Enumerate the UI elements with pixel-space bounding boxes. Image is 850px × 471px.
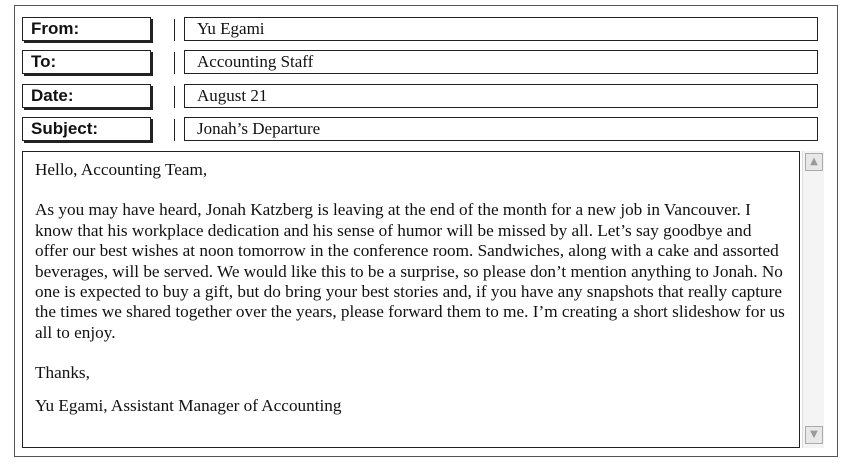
subject-field[interactable]: Jonah’s Departure bbox=[184, 117, 818, 141]
paragraph-gap bbox=[35, 343, 787, 363]
triangle-down-icon: ▼ bbox=[810, 429, 818, 440]
message-paragraph: As you may have heard, Jonah Katzberg is leaving at the end of the month for a new job in Vancouver. I know that his workplace dedication and his sense of humor will be missed by all. Let’s say goodbye and offer our best wishes at noon tomorrow in the conference room. Sandwiches, along with a cake and assorted beverages, will be served. We would like this to be a surprise, so please don’t mention anything to Jonah. No one is expected to buy a gift, but do bring your best stories and, if you have any snapshots that really capture the times we shared together over the years, please forward them to me. I’m creating a short slideshow for us all to enjoy. bbox=[35, 200, 785, 342]
message-signature: Yu Egami, Assistant Manager of Accounting bbox=[35, 395, 342, 415]
to-field[interactable]: Accounting Staff bbox=[184, 50, 818, 74]
scroll-down-button[interactable] bbox=[805, 426, 823, 444]
date-field[interactable]: August 21 bbox=[184, 84, 818, 108]
from-row bbox=[22, 17, 802, 43]
message-greeting: Hello, Accounting Team, bbox=[35, 160, 208, 179]
scroll-up-button[interactable] bbox=[805, 153, 823, 171]
from-field[interactable]: Yu Egami bbox=[184, 17, 818, 41]
message-body[interactable] bbox=[22, 151, 800, 448]
from-label: From: bbox=[22, 17, 151, 41]
subject-divider bbox=[174, 119, 175, 141]
triangle-up-icon: ▲ bbox=[810, 156, 818, 167]
subject-row bbox=[22, 117, 802, 143]
date-label: Date: bbox=[22, 84, 151, 108]
to-divider bbox=[174, 52, 175, 74]
paragraph-gap bbox=[35, 180, 787, 200]
message-closing: Thanks, bbox=[35, 363, 90, 383]
to-label: To: bbox=[22, 50, 151, 74]
to-row bbox=[22, 50, 802, 76]
paragraph-gap bbox=[35, 384, 787, 396]
date-divider bbox=[174, 86, 175, 108]
date-row bbox=[22, 84, 802, 110]
vertical-scrollbar[interactable] bbox=[802, 151, 824, 448]
subject-label: Subject: bbox=[22, 117, 151, 141]
from-divider bbox=[174, 19, 175, 41]
